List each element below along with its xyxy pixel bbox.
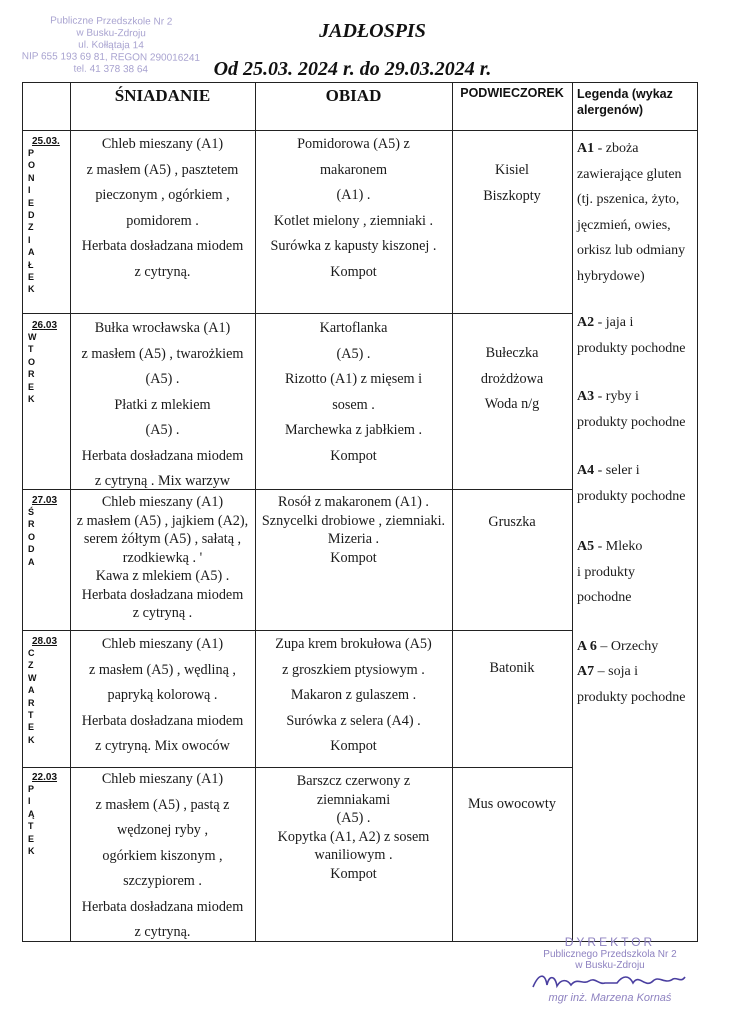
breakfast-cell: Bułka wrocławska (A1) z masłem (A5) , twarożkiem (A5) . Płatki z mlekiem (A5) . Herbata dosładzana miodem z cytryną . Mix warzyw (81, 320, 244, 489)
day-date: 26.03 (32, 320, 58, 331)
day-name: P O N I E D Z I A Ł E K (28, 148, 36, 295)
header-divider (22, 130, 698, 131)
stamp-line: tel. 41 378 38 64 (73, 63, 149, 76)
stamp-line: w Busku-Zdroju (76, 27, 146, 40)
breakfast-cell: Chleb mieszany (A1) z masłem (A5) , pasztetem pieczonym , ogórkiem , pomidorem . Herbata dosładzana miodem z cytryną. (81, 136, 244, 280)
row-divider (22, 313, 572, 314)
column-divider (572, 82, 573, 942)
header-lunch: OBIAD (325, 86, 382, 105)
snack-cell: Mus owocowty (468, 796, 556, 812)
row-divider (22, 630, 572, 631)
legend-a6: A 6 – Orzechy (577, 639, 659, 654)
snack-cell: Bułeczka drożdżowa Woda n/g (480, 345, 544, 412)
legend-a1: A1 - zboża zawierające gluten (tj. pszenica, żyto, jęczmień, owies, orkisz lub odmiany hybrydowe) (577, 141, 686, 284)
lunch-cell: Barszcz czerwony z ziemniakami (A5) . Kopytka (A1, A2) z sosem waniliowym . Kompot (277, 773, 430, 882)
snack-cell: Gruszka (488, 514, 536, 530)
day-date: 28.03 (32, 636, 58, 647)
header-breakfast: ŚNIADANIE (114, 86, 211, 105)
date-range: Od 25.03. 2024 r. do 29.03.2024 r. (213, 58, 492, 80)
day-label (24, 136, 70, 296)
day-date: 27.03 (32, 495, 58, 506)
stamp-line: NIP 655 193 69 81, REGON 290016241 (21, 51, 201, 64)
lunch-cell: Zupa krem brokułowa (A5) z groszkiem ptysiowym . Makaron z gulaszem . Surówka z selera (A4) . Kompot (275, 636, 432, 754)
legend-a2: A2 - jaja i produkty pochodne (577, 315, 686, 356)
breakfast-cell: Chleb mieszany (A1) z masłem (A5) , wędliną , papryką kolorową . Herbata dosładzana miodem z cytryną. Mix owoców (81, 636, 244, 754)
legend-a5: A5 - Mleko i produkty pochodne (577, 539, 643, 605)
legend-a3: A3 - ryby i produkty pochodne (577, 389, 686, 430)
day-label (24, 495, 70, 568)
day-date: 25.03. (32, 136, 60, 147)
day-date: 22.03 (32, 772, 58, 783)
snack-cell: Batonik (489, 660, 535, 676)
signature-role: DYREKTOR (564, 935, 656, 949)
lunch-cell: Kartoflanka (A5) . Rizotto (A1) z mięsem i sosem . Marchewka z jabłkiem . Kompot (284, 320, 423, 464)
stamp-line: Publiczne Przedszkole Nr 2 (50, 15, 173, 28)
page-subtitle (0, 58, 745, 81)
handwritten-signature-icon (525, 971, 695, 993)
day-label (24, 320, 70, 405)
lunch-cell: Pomidorowa (A5) z makaronem (A1) . Kotlet mielony , ziemniaki . Surówka z kapusty kiszonej . Kompot (270, 136, 437, 280)
column-divider (452, 82, 453, 942)
page-title: JADŁOSPIS (319, 20, 426, 42)
day-name: P I Ą T E K (28, 784, 35, 857)
day-label (24, 772, 70, 857)
stamp-line: ul. Kołłątaja 14 (78, 39, 144, 52)
signature-name: mgr inż. Marzena Kornaś (548, 992, 672, 1004)
signature-institution: w Busku-Zdroju (575, 960, 645, 971)
day-name: W T O R E K (28, 332, 37, 405)
legend-a7: A7 – soja i produkty pochodne (577, 664, 686, 705)
legend-a4: A4 - seler i produkty pochodne (577, 463, 686, 504)
day-name: C Z W A R T E K (28, 648, 37, 745)
breakfast-cell: Chleb mieszany (A1) z masłem (A5) , jajkiem (A2), serem żółtym (A5) , sałatą , rzodkiewką . ' Kawa z mlekiem (A5) . Herbata dosładzana miodem z cytryną . (76, 494, 249, 621)
director-signature (520, 935, 700, 1004)
snack-cell: Kisiel Biszkopty (483, 162, 541, 204)
header-legend: Legenda (wykaz alergenów) (577, 87, 673, 117)
breakfast-cell: Chleb mieszany (A1) z masłem (A5) , pastą z wędzonej ryby , ogórkiem kiszonym , szczypiorem . Herbata dosładzana miodem z cytryną. (81, 771, 244, 940)
signature-institution: Publicznego Przedszkola Nr 2 (543, 949, 677, 960)
header-snack: PODWIECZOREK (460, 86, 564, 100)
day-name: Ś R O D A (28, 507, 36, 567)
lunch-cell: Rosół z makaronem (A1) . Sznycelki drobiowe , ziemniaki. Mizeria . Kompot (261, 494, 446, 566)
day-label (24, 636, 70, 746)
